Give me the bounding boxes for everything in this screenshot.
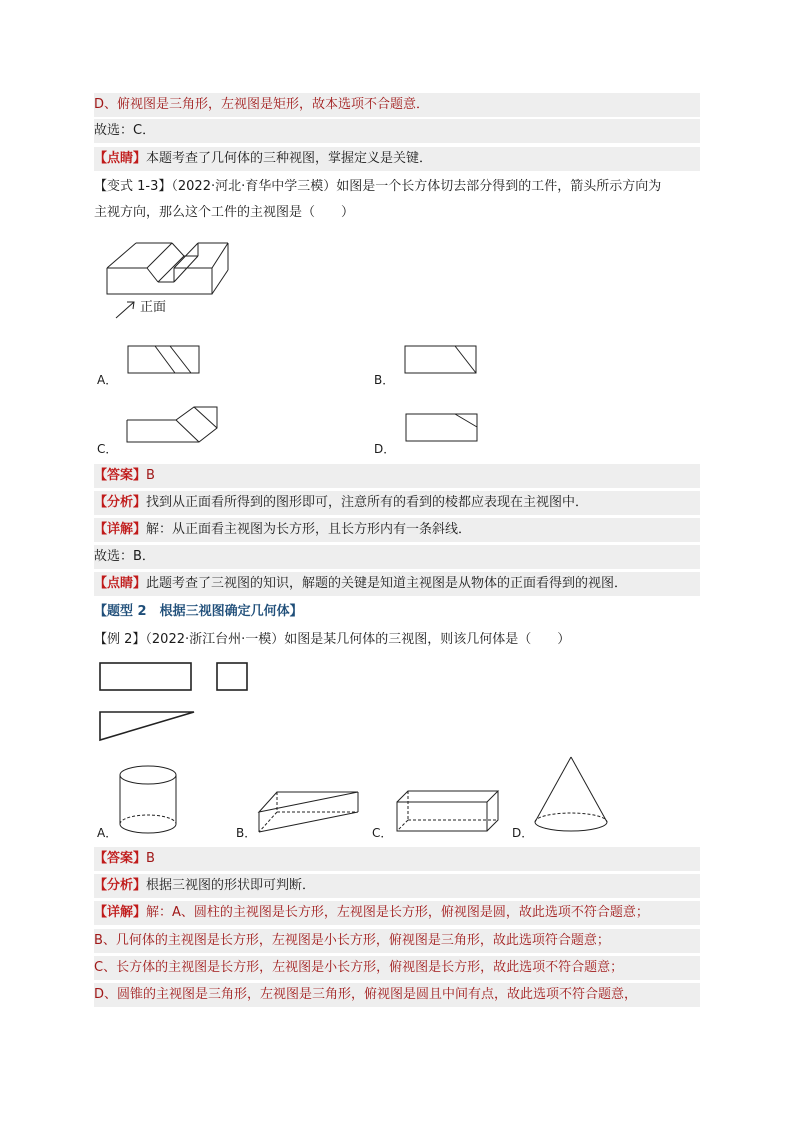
- variant-choice-text: 故选：B．: [94, 549, 155, 564]
- workpiece-figure: [100, 238, 230, 323]
- variant-option-b-label: B．: [374, 373, 395, 387]
- example-option-d-label: D．: [512, 826, 534, 840]
- example-detail-text: 解：A、圆柱的主视图是长方形，左视图是长方形，俯视图是圆，故此选项不符合题意；: [146, 905, 649, 920]
- example-answer-value: B: [146, 851, 155, 866]
- variant-option-a-label: A．: [97, 373, 118, 387]
- triangular-prism-figure: [255, 782, 363, 836]
- variant-option-a-figure: [127, 345, 201, 375]
- variant-detail-line: [94, 518, 700, 542]
- variant-option-c-label: C．: [97, 442, 118, 456]
- front-view-rect: [100, 663, 191, 690]
- prev-choice-text: 故选：C．: [94, 123, 156, 138]
- variant-answer-line: [94, 464, 700, 488]
- example-analysis-line: [94, 874, 700, 898]
- prev-option-d-text: D、俯视图是三角形，左视图是矩形，故本选项不合题意．: [94, 97, 430, 112]
- example-answer-tag: 【答案】: [94, 851, 147, 866]
- example-label: 【例 2】: [94, 632, 146, 647]
- variant-detail-tag: 【详解】: [94, 522, 147, 537]
- prev-comment-text: 本题考查了几何体的三种视图，掌握定义是关键．: [146, 151, 433, 166]
- variant-stem-line2: [94, 201, 700, 225]
- example-stem: 如图是某几何体的三视图，则该几何体是（ ）: [284, 632, 571, 647]
- variant-option-b-figure: [404, 345, 479, 375]
- variant-choice-line: [94, 545, 700, 569]
- top-view-triangle: [100, 712, 194, 740]
- variant-source: （2022·河北·育华中学三模）: [171, 179, 337, 194]
- example-stem-line: [94, 628, 700, 652]
- variant-answer-value: B: [146, 468, 155, 483]
- three-views-figure: [99, 662, 251, 744]
- example-detail-line: [94, 901, 700, 925]
- variant-comment-text: 此题考查了三视图的知识，解题的关键是知道主视图是从物体的正面看得到的视图．: [146, 576, 628, 591]
- variant-detail-text: 解：从正面看主视图为长方形，且长方形内有一条斜线．: [146, 522, 472, 537]
- example-answer-line: [94, 847, 700, 871]
- variant-stem-line1: [94, 175, 700, 199]
- variant-answer-tag: 【答案】: [94, 468, 147, 483]
- section-title-line: [94, 600, 700, 624]
- prev-comment-line: [94, 147, 700, 171]
- prev-comment-tag: 【点睛】: [94, 151, 147, 166]
- variant-option-d-label: D．: [374, 442, 396, 456]
- variant-analysis-line: [94, 491, 700, 515]
- variant-stem-1: 如图是一个长方体切去部分得到的工件，箭头所示方向为: [336, 179, 662, 194]
- example-line-c: [94, 956, 700, 980]
- example-option-c-label: C．: [372, 826, 393, 840]
- prev-option-d-line: [94, 93, 700, 117]
- example-detail-tag: 【详解】: [94, 905, 147, 920]
- section-title: 【题型 2 根据三视图确定几何体】: [94, 604, 303, 619]
- example-source: （2022·浙江台州·一模）: [145, 632, 285, 647]
- variant-label: 【变式 1-3】: [94, 179, 172, 194]
- example-option-a-label: A．: [97, 826, 118, 840]
- cuboid-figure: [396, 790, 502, 834]
- variant-option-d-figure: [405, 413, 480, 443]
- example-line-b: [94, 929, 700, 953]
- prev-choice-line: [94, 119, 700, 143]
- example-line-c-text: C、长方体的主视图是长方形，左视图是小长方形，俯视图是长方形，故此选项不符合题意；: [94, 960, 624, 975]
- variant-option-c-figure: [126, 406, 220, 444]
- example-analysis-tag: 【分析】: [94, 878, 147, 893]
- example-option-b-label: B．: [236, 826, 257, 840]
- variant-analysis-tag: 【分析】: [94, 495, 147, 510]
- example-line-d-text: D、圆锥的主视图是三角形，左视图是三角形，俯视图是圆且中间有点，故此选项不符合题意，: [94, 987, 638, 1002]
- variant-stem-2: 主视方向，那么这个工件的主视图是（ ）: [94, 205, 355, 220]
- variant-analysis-text: 找到从正面看所得到的图形即可，注意所有的看到的棱都应表现在主视图中．: [146, 495, 589, 510]
- variant-comment-line: [94, 572, 700, 596]
- example-line-d: [94, 983, 700, 1007]
- cone-figure: [533, 756, 613, 836]
- variant-comment-tag: 【点睛】: [94, 576, 147, 591]
- cylinder-figure: [118, 764, 180, 836]
- side-view-rect: [217, 663, 247, 690]
- example-line-b-text: B、几何体的主视图是长方形，左视图是小长方形，俯视图是三角形，故此选项符合题意；: [94, 933, 610, 948]
- front-label: 正面: [140, 300, 167, 315]
- example-analysis-text: 根据三视图的形状即可判断．: [146, 878, 316, 893]
